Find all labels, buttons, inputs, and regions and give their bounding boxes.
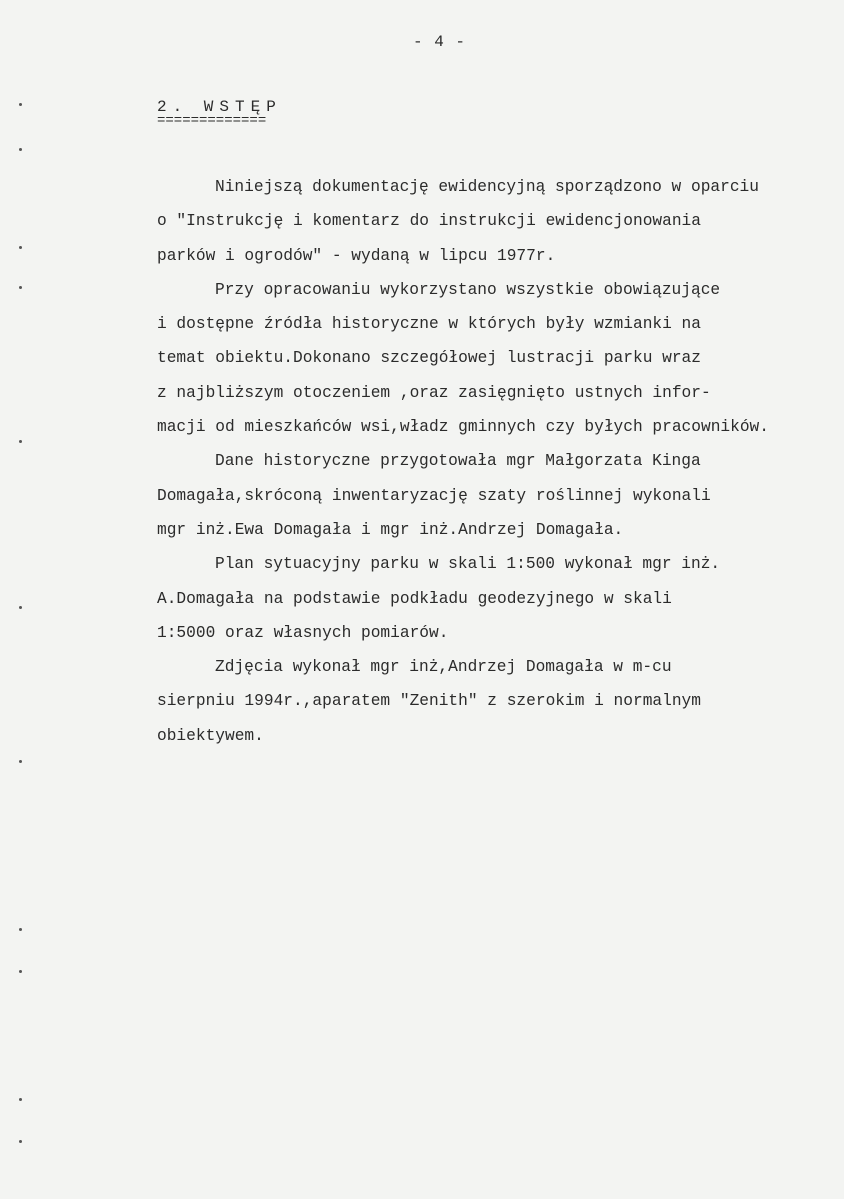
section-heading	[157, 98, 282, 128]
paragraph-2-line-4: z najbliższym otoczeniem ,oraz zasięgnięto ustnych infor-	[157, 383, 711, 402]
paragraph-4-line-3: 1:5000 oraz własnych pomiarów.	[157, 623, 449, 642]
paragraph-2-line-1: Przy opracowaniu wykorzystano wszystkie obowiązujące	[215, 280, 721, 299]
binder-mark	[19, 440, 22, 443]
binder-mark	[19, 760, 22, 763]
binder-mark	[19, 970, 22, 973]
paragraph-5-line-3: obiektywem.	[157, 726, 264, 745]
section-title: 2. WSTĘP	[157, 98, 282, 116]
binder-mark	[19, 1098, 22, 1101]
paragraph-1-line-3: parków i ogrodów" - wydaną w lipcu 1977r.	[157, 246, 556, 265]
binder-mark	[19, 103, 22, 106]
paragraph-3-line-3: mgr inż.Ewa Domagała i mgr inż.Andrzej Domagała.	[157, 520, 624, 539]
section-title-underline: =============	[157, 113, 267, 129]
page-number: - 4 -	[413, 33, 467, 51]
paragraph-1-line-1: Niniejszą dokumentację ewidencyjną sporządzono w oparciu	[215, 178, 759, 196]
paragraph-5-line-1: Zdjęcia wykonał mgr inż,Andrzej Domagała w m-cu	[215, 658, 672, 677]
binder-mark	[19, 1140, 22, 1143]
binder-mark	[19, 928, 22, 931]
binder-mark	[19, 246, 22, 249]
body-text	[157, 170, 807, 753]
paragraph-2-line-5: macji od mieszkańców wsi,władz gminnych czy byłych pracowników.	[157, 418, 769, 437]
paragraph-1-line-2: o "Instrukcję i komentarz do instrukcji ewidencjonowania	[157, 212, 701, 231]
binder-mark	[19, 606, 22, 609]
paragraph-2-line-3: temat obiektu.Dokonano szczegółowej lustracji parku wraz	[157, 349, 701, 368]
paragraph-2-line-2: i dostępne źródła historyczne w których były wzmianki na	[157, 315, 701, 334]
binder-mark	[19, 286, 22, 289]
binder-mark	[19, 148, 22, 151]
paragraph-3-line-2: Domagała,skróconą inwentaryzację szaty roślinnej wykonali	[157, 486, 711, 505]
paragraph-4-line-1: Plan sytuacyjny parku w skali 1:500 wykonał mgr inż.	[215, 555, 721, 574]
paragraph-4-line-2: A.Domagała na podstawie podkładu geodezyjnego w skali	[157, 589, 672, 608]
paragraph-3-line-1: Dane historyczne przygotowała mgr Małgorzata Kinga	[215, 452, 701, 471]
paragraph-5-line-2: sierpniu 1994r.,aparatem "Zenith" z szerokim i normalnym	[157, 692, 701, 711]
